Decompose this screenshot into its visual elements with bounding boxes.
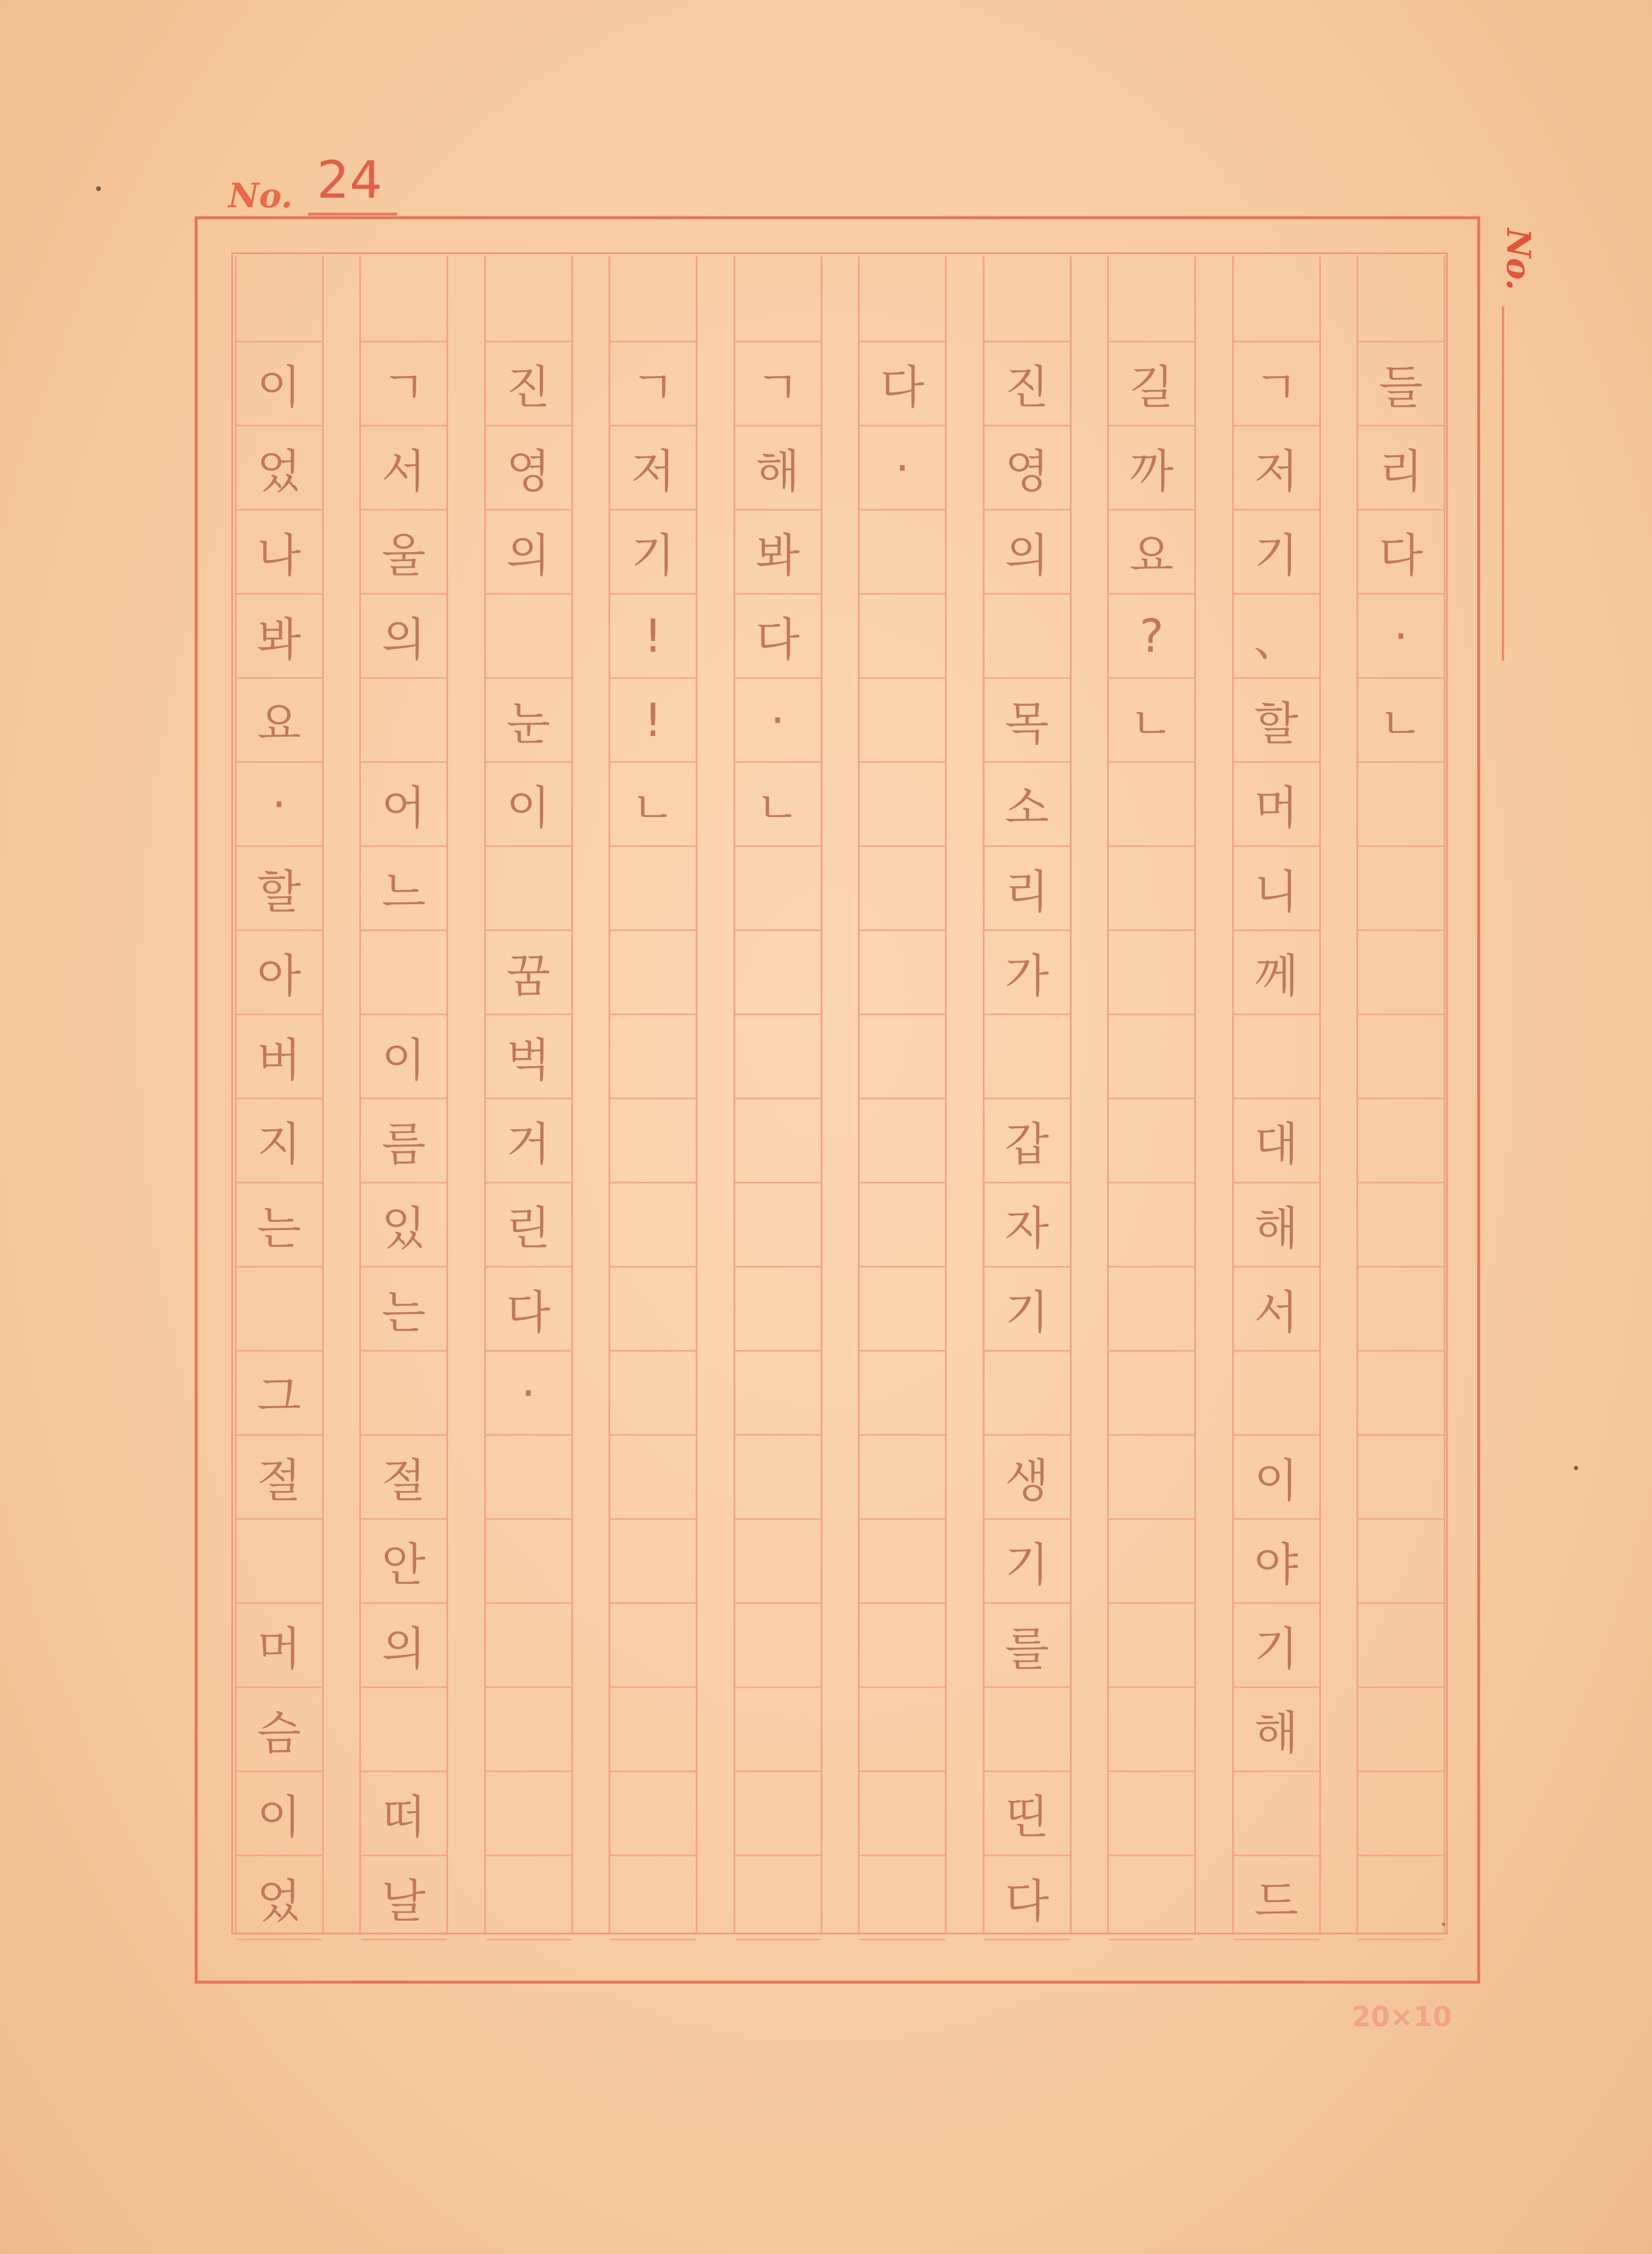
manuscript-column <box>858 257 947 1933</box>
manuscript-cell <box>985 1350 1070 1434</box>
manuscript-cell <box>486 1602 571 1686</box>
manuscript-cell: 、 <box>1234 593 1319 677</box>
manuscript-cell <box>860 677 945 761</box>
manuscript-cell: 이 <box>237 1770 322 1855</box>
manuscript-cell <box>860 1939 945 2023</box>
manuscript-cell <box>1109 845 1194 929</box>
manuscript-cell: 서 <box>361 425 446 509</box>
manuscript-column <box>1232 257 1321 1933</box>
manuscript-cell: 목 <box>985 677 1070 761</box>
manuscript-cell: 리 <box>1358 425 1444 509</box>
manuscript-cell <box>1109 1939 1194 2023</box>
manuscript-cell: 야 <box>1234 1518 1319 1602</box>
manuscript-cell: 니 <box>1234 845 1319 929</box>
manuscript-cell: 요 <box>1109 509 1194 593</box>
manuscript-cell: 가 <box>985 929 1070 1013</box>
manuscript-cell: 서 <box>1234 1266 1319 1350</box>
side-number-line <box>1502 306 1504 661</box>
manuscript-cell: 의 <box>985 509 1070 593</box>
manuscript-cell: 울 <box>361 509 446 593</box>
manuscript-cell <box>1358 1770 1444 1855</box>
manuscript-cell: 들 <box>1358 341 1444 425</box>
manuscript-cell: · <box>860 425 945 509</box>
manuscript-cell <box>610 1518 696 1602</box>
manuscript-cell: 봐 <box>735 509 821 593</box>
manuscript-cell <box>486 593 571 677</box>
manuscript-cell: 의 <box>486 509 571 593</box>
manuscript-cell <box>860 1182 945 1266</box>
manuscript-cell <box>486 1686 571 1770</box>
manuscript-column <box>609 257 697 1933</box>
manuscript-cell <box>1234 1770 1319 1855</box>
manuscript-cell <box>1109 1266 1194 1350</box>
manuscript-cell: 다 <box>860 341 945 425</box>
manuscript-cell <box>1358 1266 1444 1350</box>
manuscript-column <box>1356 257 1445 1933</box>
manuscript-cell: 띤 <box>985 1770 1070 1855</box>
manuscript-cell <box>1358 929 1444 1013</box>
manuscript-cell <box>1109 1686 1194 1770</box>
manuscript-cell <box>361 1939 446 2023</box>
manuscript-cell <box>860 1602 945 1686</box>
manuscript-cell: 길 <box>1109 341 1194 425</box>
manuscript-cell <box>1358 1182 1444 1266</box>
manuscript-cell <box>1358 761 1444 845</box>
manuscript-cell <box>237 1266 322 1350</box>
page-number-value: 24 <box>308 150 396 216</box>
manuscript-cell: ! <box>610 677 696 761</box>
manuscript-cell: 까 <box>1109 425 1194 509</box>
manuscript-cell: · <box>237 761 322 845</box>
manuscript-column <box>359 257 448 1933</box>
manuscript-cell: 는 <box>361 1266 446 1350</box>
manuscript-cell: · <box>735 677 821 761</box>
manuscript-cell <box>735 1013 821 1098</box>
manuscript-cell: 기 <box>985 1266 1070 1350</box>
manuscript-cell: 를 <box>985 1602 1070 1686</box>
manuscript-cell: 요 <box>237 677 322 761</box>
manuscript-cell: 린 <box>486 1182 571 1266</box>
manuscript-cell: 슴 <box>237 1686 322 1770</box>
manuscript-cell: 해 <box>735 425 821 509</box>
manuscript-cell <box>1234 1013 1319 1098</box>
manuscript-cell <box>1358 845 1444 929</box>
manuscript-cell: 리 <box>985 845 1070 929</box>
manuscript-cell: 진 <box>486 341 571 425</box>
manuscript-cell <box>1358 1602 1444 1686</box>
manuscript-cell <box>860 1686 945 1770</box>
manuscript-cell: 드 <box>1234 1855 1319 1939</box>
manuscript-cell: 그 <box>237 1350 322 1434</box>
manuscript-cell: 머 <box>237 1602 322 1686</box>
manuscript-cell <box>860 1855 945 1939</box>
manuscript-cell: ㄱ <box>610 341 696 425</box>
manuscript-cell <box>985 593 1070 677</box>
manuscript-cell <box>610 1686 696 1770</box>
manuscript-cell: ㄴ <box>1358 677 1444 761</box>
manuscript-cell <box>1358 1434 1444 1518</box>
manuscript-cell: ㄱ <box>735 341 821 425</box>
manuscript-cell: 아 <box>237 929 322 1013</box>
manuscript-cell: 는 <box>237 1182 322 1266</box>
page-number <box>228 150 397 216</box>
manuscript-cell <box>361 929 446 1013</box>
manuscript-cell <box>860 845 945 929</box>
manuscript-cell: 름 <box>361 1098 446 1182</box>
manuscript-cell <box>1109 1098 1194 1182</box>
manuscript-cell: 이 <box>486 761 571 845</box>
manuscript-cell: 었 <box>237 425 322 509</box>
manuscript-cell <box>860 593 945 677</box>
manuscript-cell: 저 <box>1234 425 1319 509</box>
manuscript-cell: 할 <box>237 845 322 929</box>
manuscript-cell: ㄴ <box>735 761 821 845</box>
manuscript-cell <box>735 1182 821 1266</box>
manuscript-cell: · <box>1358 593 1444 677</box>
manuscript-cell <box>860 929 945 1013</box>
paper-speck <box>1574 1466 1578 1470</box>
manuscript-cell <box>610 929 696 1013</box>
manuscript-cell: 자 <box>985 1182 1070 1266</box>
manuscript-cell: · <box>486 1350 571 1434</box>
manuscript-cell: 이 <box>1234 1434 1319 1518</box>
manuscript-cell <box>1109 1434 1194 1518</box>
manuscript-column <box>484 257 573 1933</box>
manuscript-cell: ㄴ <box>1109 677 1194 761</box>
manuscript-cell <box>735 1855 821 1939</box>
manuscript-cell: ? <box>1109 593 1194 677</box>
manuscript-cell <box>610 845 696 929</box>
manuscript-cell <box>610 1770 696 1855</box>
manuscript-cell: 해 <box>1234 1182 1319 1266</box>
manuscript-cell: 생 <box>985 1434 1070 1518</box>
manuscript-cell: 버 <box>237 1013 322 1098</box>
manuscript-cell <box>1109 1350 1194 1434</box>
grid-size-stamp: 20×10 <box>1352 2000 1452 2033</box>
manuscript-cell <box>237 1939 322 2023</box>
manuscript-cell: 의 <box>361 593 446 677</box>
manuscript-cell <box>1109 1518 1194 1602</box>
manuscript-cell: 영 <box>985 425 1070 509</box>
manuscript-cell <box>1234 1939 1319 2023</box>
manuscript-cell: 다 <box>486 1266 571 1350</box>
manuscript-cell <box>1358 1686 1444 1770</box>
manuscript-cell: 었 <box>237 1855 322 1939</box>
manuscript-cell <box>860 1013 945 1098</box>
manuscript-cell <box>735 1266 821 1350</box>
side-number-field <box>1490 228 1562 433</box>
manuscript-cell <box>860 761 945 845</box>
manuscript-cell <box>1358 1855 1444 1939</box>
manuscript-cell <box>1109 1182 1194 1266</box>
manuscript-cell <box>860 1770 945 1855</box>
manuscript-cell: 머 <box>1234 761 1319 845</box>
manuscript-cell: 느 <box>361 845 446 929</box>
manuscript-cell <box>735 1770 821 1855</box>
manuscript-cell: 다 <box>1358 509 1444 593</box>
manuscript-cell: 영 <box>486 425 571 509</box>
manuscript-cell <box>860 1434 945 1518</box>
manuscript-cell: 소 <box>985 761 1070 845</box>
manuscript-cell: 의 <box>361 1602 446 1686</box>
no-mark: No. <box>228 176 293 216</box>
manuscript-cell: 절 <box>361 1434 446 1518</box>
manuscript-cell: 다 <box>735 593 821 677</box>
manuscript-cell: 할 <box>1234 677 1319 761</box>
manuscript-cell: 이 <box>361 1013 446 1098</box>
manuscript-column <box>235 257 324 1933</box>
manuscript-column <box>733 257 822 1933</box>
manuscript-cell <box>735 1518 821 1602</box>
manuscript-cell <box>610 1013 696 1098</box>
manuscript-cell: 기 <box>1234 1602 1319 1686</box>
manuscript-cell: 어 <box>361 761 446 845</box>
manuscript-column <box>983 257 1072 1933</box>
manuscript-cell <box>610 1182 696 1266</box>
manuscript-cell <box>860 1518 945 1602</box>
manuscript-cell: 지 <box>237 1098 322 1182</box>
manuscript-cell: 꿈 <box>486 929 571 1013</box>
manuscript-cell <box>1109 1770 1194 1855</box>
manuscript-cell: 해 <box>1234 1686 1319 1770</box>
manuscript-cell <box>486 1434 571 1518</box>
manuscript-cell: 기 <box>985 1518 1070 1602</box>
manuscript-cell: 있 <box>361 1182 446 1266</box>
manuscript-cell: 떠 <box>361 1770 446 1855</box>
manuscript-cell <box>735 1098 821 1182</box>
manuscript-cell <box>610 1855 696 1939</box>
manuscript-cell: 거 <box>486 1098 571 1182</box>
manuscript-cell <box>735 929 821 1013</box>
manuscript-cell <box>1358 1350 1444 1434</box>
manuscript-cell <box>610 1939 696 2023</box>
manuscript-cell <box>735 1939 821 2023</box>
manuscript-cell <box>486 845 571 929</box>
manuscript-cell: 안 <box>361 1518 446 1602</box>
manuscript-cell <box>361 1686 446 1770</box>
manuscript-cell: 날 <box>361 1855 446 1939</box>
manuscript-cell <box>610 1266 696 1350</box>
manuscript-cell: 저 <box>610 425 696 509</box>
manuscript-cell <box>486 1855 571 1939</box>
manuscript-cell <box>1358 1518 1444 1602</box>
manuscript-cell <box>1109 1855 1194 1939</box>
manuscript-cell: ㄱ <box>1234 341 1319 425</box>
manuscript-cell: 갑 <box>985 1098 1070 1182</box>
manuscript-cell <box>486 1770 571 1855</box>
manuscript-cell <box>610 1350 696 1434</box>
manuscript-cell <box>1109 929 1194 1013</box>
manuscript-cell <box>486 1939 571 2023</box>
manuscript-cell <box>860 1350 945 1434</box>
manuscript-cell <box>1234 1350 1319 1434</box>
manuscript-cell <box>860 509 945 593</box>
manuscript-cell: 다 <box>985 1855 1070 1939</box>
manuscript-cell: ㄴ <box>610 761 696 845</box>
manuscript-cell <box>735 1602 821 1686</box>
manuscript-cell <box>735 1434 821 1518</box>
manuscript-cell <box>735 1350 821 1434</box>
manuscript-cell <box>361 1350 446 1434</box>
manuscript-cell: 이 <box>237 341 322 425</box>
manuscript-cell <box>1109 1602 1194 1686</box>
manuscript-cell <box>1109 761 1194 845</box>
paper-speck <box>96 186 101 191</box>
manuscript-cell: 기 <box>1234 509 1319 593</box>
manuscript-cell <box>735 845 821 929</box>
manuscript-cell <box>735 1686 821 1770</box>
manuscript-cell: 벅 <box>486 1013 571 1098</box>
manuscript-cell <box>985 1686 1070 1770</box>
paper-speck <box>1442 1922 1445 1926</box>
manuscript-cell: ㄱ <box>361 341 446 425</box>
manuscript-cell <box>610 1434 696 1518</box>
manuscript-cell <box>985 1013 1070 1098</box>
manuscript-column <box>1107 257 1196 1933</box>
manuscript-cell <box>985 1939 1070 2023</box>
manuscript-cell: ! <box>610 593 696 677</box>
manuscript-cell <box>1358 1098 1444 1182</box>
manuscript-cell <box>610 1602 696 1686</box>
manuscript-cell: 대 <box>1234 1098 1319 1182</box>
manuscript-cell: 나 <box>237 509 322 593</box>
side-no-mark: No. <box>1499 228 1538 291</box>
manuscript-cell: 절 <box>237 1434 322 1518</box>
manuscript-cell <box>860 1098 945 1182</box>
manuscript-cell: 기 <box>610 509 696 593</box>
manuscript-cell <box>610 1098 696 1182</box>
manuscript-cell: 봐 <box>237 593 322 677</box>
manuscript-cell <box>860 1266 945 1350</box>
manuscript-cell <box>486 1518 571 1602</box>
manuscript-cell <box>1109 1013 1194 1098</box>
manuscript-cell: 께 <box>1234 929 1319 1013</box>
manuscript-cell: 눈 <box>486 677 571 761</box>
manuscript-cell <box>361 677 446 761</box>
manuscript-cell <box>1358 1013 1444 1098</box>
manuscript-cell <box>237 1518 322 1602</box>
manuscript-cell: 진 <box>985 341 1070 425</box>
